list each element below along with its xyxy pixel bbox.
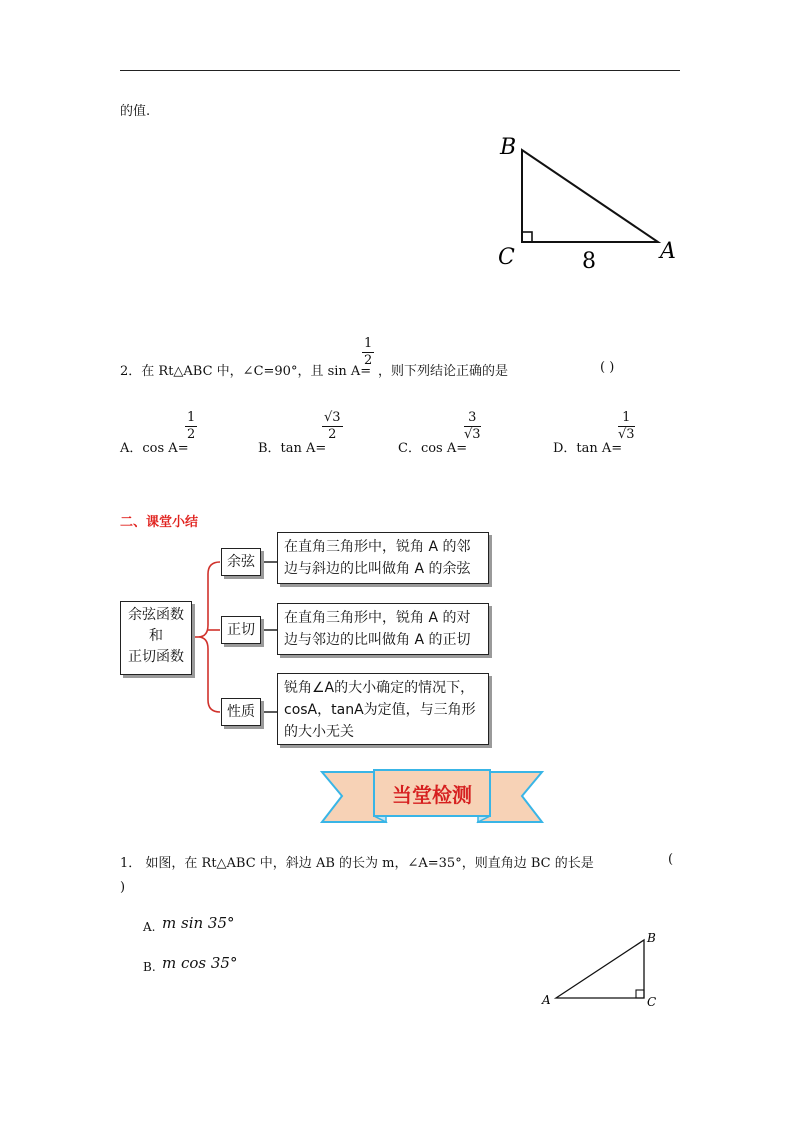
q2-option-c-den: √3 (464, 427, 481, 442)
q2-option-c-label: C．cos A= (398, 441, 468, 456)
triangle-figure-1 (490, 128, 690, 278)
q1-option-b-expr: m cos 35° (162, 954, 238, 972)
q2-option-a-label: A．cos A= (120, 441, 189, 456)
summary-branch-tan-desc (277, 603, 489, 655)
summary-root-line-3: 正切函数 (128, 649, 184, 665)
q1-option-b-label: B. (143, 960, 156, 974)
fig1-label-A: A (660, 239, 676, 264)
q1-text: 1． 如图，在 Rt△ABC 中，斜边 AB 的长为 m，∠A=35°，则直角边 BC 的长是 (120, 856, 594, 871)
tan-desc-line-2: 边与邻边的比叫做角 A 的正切 (284, 632, 471, 648)
fig1-label-B: B (500, 135, 517, 160)
summary-heading: 二、课堂小结 (120, 515, 199, 530)
q2-option-d-num: 1 (618, 410, 635, 427)
q2-frac-den: 2 (364, 353, 373, 368)
q2-option-a-frac (185, 410, 197, 443)
summary-root-line-2: 和 (149, 628, 163, 644)
summary-branch-cos-label: 余弦 (221, 548, 261, 576)
q1-option-a-label: A. (143, 920, 156, 934)
q2-option-a-den: 2 (187, 427, 196, 442)
q1-option-a-expr: m sin 35° (162, 914, 235, 932)
section-banner (314, 766, 550, 828)
q1-bracket-open: ( (668, 852, 674, 867)
summary-branch-props-desc (277, 673, 489, 745)
summary-root-box (120, 601, 192, 675)
summary-root-line-1: 余弦函数 (128, 607, 184, 623)
fig2-label-C: C (647, 995, 657, 1009)
q2-option-b-den: 2 (328, 427, 337, 442)
q1-bracket-close: ) (120, 880, 126, 895)
summary-branch-cos-desc (277, 532, 489, 584)
q2-option-c-frac (464, 410, 481, 443)
summary-branch-props-label: 性质 (221, 698, 261, 726)
fig1-side-length: 8 (582, 249, 596, 274)
fig2-label-A: A (542, 993, 551, 1007)
q2-option-b-frac (322, 410, 343, 443)
q2-suffix: ，则下列结论正确的是 (378, 364, 509, 379)
q2-option-d-den: √3 (618, 427, 635, 442)
q2-option-c-num: 3 (464, 410, 481, 427)
q2-option-b-label: B．tan A= (258, 441, 327, 456)
props-desc-line-3: 的大小无关 (284, 724, 354, 740)
q2-option-d-frac (618, 410, 635, 443)
props-desc-line-1: 锐角∠A的大小确定的情况下， (284, 680, 475, 696)
fig1-label-C: C (498, 245, 515, 270)
q2-prefix: 2．在 Rt△ABC 中，∠C=90°，且 sin A= (120, 364, 372, 379)
cos-desc-line-2: 边与斜边的比叫做角 A 的余弦 (284, 561, 471, 577)
q2-option-d-label: D．tan A= (553, 441, 623, 456)
q2-frac-num: 1 (364, 336, 373, 351)
q2-option-b-num: √3 (324, 410, 341, 425)
top-rule (120, 70, 680, 71)
cos-desc-line-1: 在直角三角形中，锐角 A 的邻 (284, 539, 471, 555)
banner-title: 当堂检测 (392, 783, 472, 807)
q2-bracket: ( ) (600, 360, 615, 375)
tan-desc-line-1: 在直角三角形中，锐角 A 的对 (284, 610, 471, 626)
q2-fraction (362, 336, 374, 369)
triangle-figure-2 (540, 928, 670, 1014)
fig2-label-B: B (647, 931, 656, 945)
props-desc-line-2: cosA，tanA为定值，与三角形 (284, 702, 476, 718)
intro-text: 的值. (120, 104, 151, 119)
q2-option-a-num: 1 (187, 410, 196, 425)
summary-branch-tan-label: 正切 (221, 616, 261, 644)
